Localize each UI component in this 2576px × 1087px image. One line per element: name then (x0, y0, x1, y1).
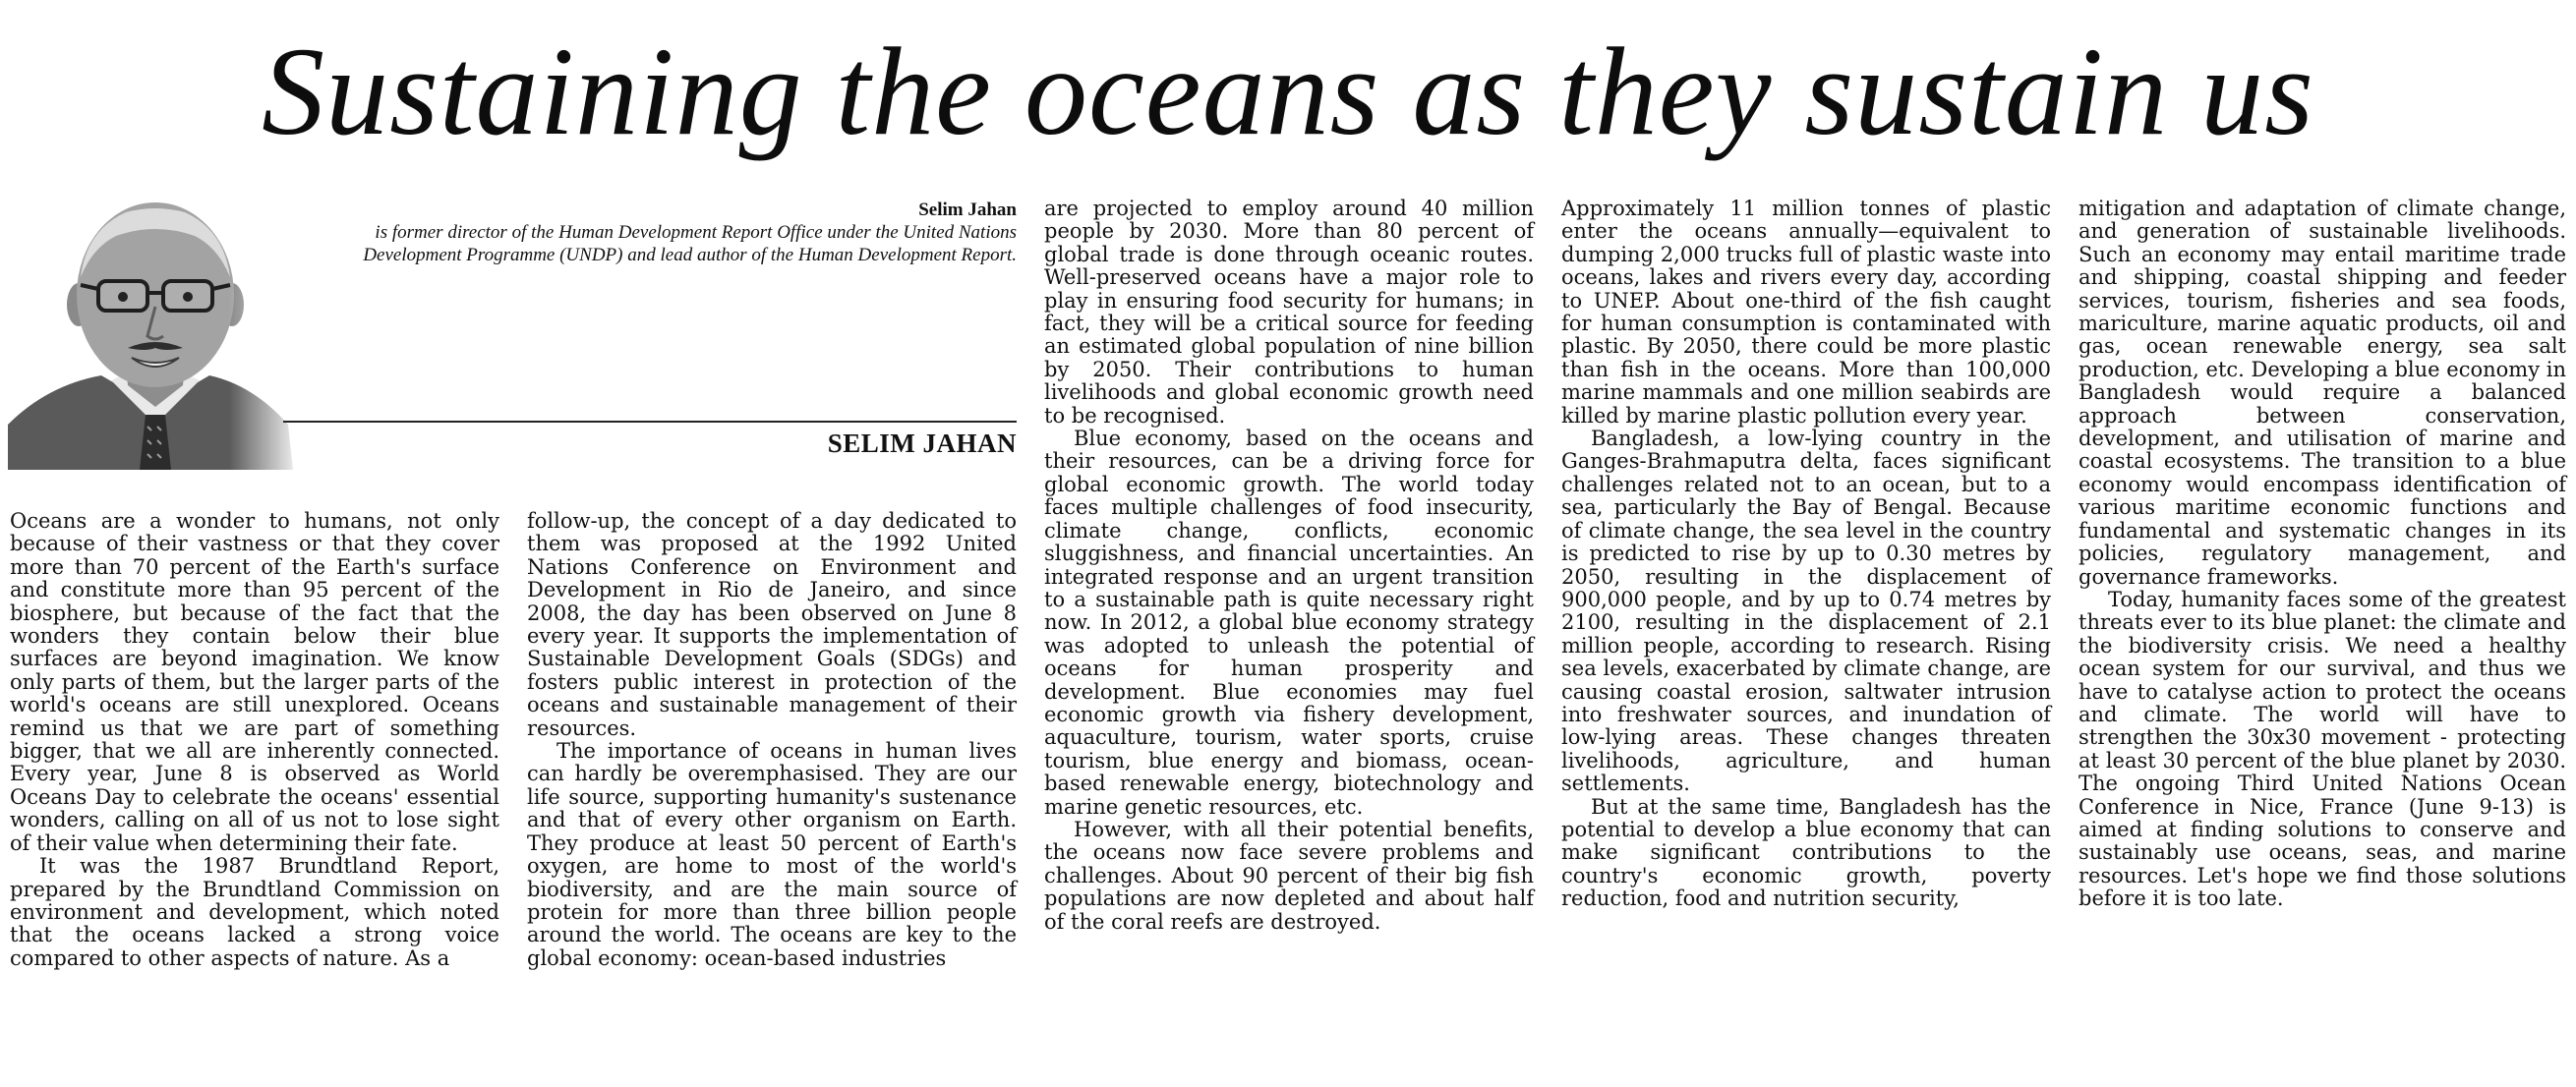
article-column-4 (1561, 198, 2051, 1082)
paragraph: Bangladesh, a low-lying country in the Ganges-Brahmaputra delta, faces significant challenges related not to an ocean, but to a sea, particularly the Bay of Bengal. Because of climate change, the sea level in the country is predicted to rise by up to 0.30 metres by 2050, resulting in the displacement of 900,000 people, and by up to 0.74 metres by 2100, resulting in the displacement of 2.1 million people, according to research. Rising sea levels, exacerbated by climate change, are causing coastal erosion, saltwater intrusion into freshwater sources, and inundation of low-lying areas. These changes threaten livelihoods, agriculture, and human settlements. (1561, 427, 2051, 796)
paragraph: mitigation and adaptation of climate change, and generation of sustainable livelihoods. Such an economy may entail maritime trade and shipping, coastal shipping and feeder services, tourism, fisheries and sea foods, mariculture, marine aquatic products, oil and gas, ocean renewable energy, sea salt production, etc. Developing a blue economy in Bangladesh would require a balanced approach between conservation, development, and utilisation of marine and coastal ecosystems. The transition to a blue economy would encompass identification of various maritime economic functions and fundamental and systematic changes in its policies, regulatory management, and governance frameworks. (2078, 197, 2566, 589)
paragraph: Oceans are a wonder to humans, not only because of their vastness or that they cover more than 70 percent of the Earth's surface and constitute more than 95 percent of the biosphere, but because of the fact that the wonders they contain below their blue surfaces are beyond imagination. We know only parts of them, but the larger parts of the world's oceans are still unexplored. Oceans remind us that we are part of something bigger, that we all are inherently connected. Every year, June 8 is observed as World Oceans Day to celebrate the oceans' essential wonders, calling on all of us not to lose sight of their value when determining their fate. (10, 509, 499, 855)
author-bio: is former director of the Human Development Report Office under the United Nations Development Programme (UNDP) and lead author of the Human Development Report. (363, 222, 1017, 265)
paragraph: However, with all their potential benefits, the oceans now face severe problems and challenges. About 90 percent of their big fish populations are now depleted and about half of the coral reefs are destroyed. (1044, 817, 1534, 934)
paragraph: Blue economy, based on the oceans and their resources, can be a driving force for global economic growth. The world today faces multiple challenges of food insecurity, climate change, conflicts, economic sluggishness, and financial uncertainties. An integrated response and an urgent transition to a sustainable path is quite necessary right now. In 2012, a global blue economy strategy was adopted to unleash the potential of oceans for human prosperity and development. Blue economies may fuel economic growth via fishery development, aquaculture, tourism, water sports, cruise tourism, blue energy and biomass, ocean-based renewable energy, biotechnology and marine genetic resources, etc. (1044, 427, 1534, 819)
paragraph: But at the same time, Bangladesh has the potential to develop a blue economy that can make significant contributions to the country's economic growth, poverty reduction, food and nutrition security, (1561, 794, 2051, 911)
article-column-2 (527, 510, 1017, 1080)
byline-divider (283, 421, 1017, 423)
paragraph: Today, humanity faces some of the greatest threats ever to its blue planet: the climate and the biodiversity crisis. We need a healthy ocean system for our survival, and thus we have to catalyse action to protect the oceans and climate. The world will have to strengthen the 30x30 movement - protecting at least 30 percent of the blue planet by 2030. The ongoing Third United Nations Ocean Conference in Nice, France (June 9-13) is aimed at finding solutions to conserve and sustainably use oceans, seas, and marine resources. Let's hope we find those solutions before it is too late. (2078, 587, 2566, 911)
paragraph: are projected to employ around 40 million people by 2030. More than 80 percent of global trade is done through oceanic routes. Well-preserved oceans have a major role to play in ensuring food security for humans; in fact, they will be a critical source for feeding an estimated global population of nine billion by 2050. Their contributions to human livelihoods and global economic growth need to be recognised. (1044, 197, 1534, 428)
paragraph: follow-up, the concept of a day dedicated to them was proposed at the 1992 United Nations Conference on Environment and Development in Rio de Janeiro, and since 2008, the day has been observed on June 8 every year. It supports the implementation of Sustainable Development Goals (SDGs) and fosters public interest in protection of the oceans and sustainable management of their resources. (527, 509, 1017, 740)
article-column-1 (10, 510, 499, 1080)
author-byline: SELIM JAHAN (827, 429, 1017, 458)
article-column-5 (2078, 198, 2566, 1082)
paragraph: It was the 1987 Brundtland Report, prepared by the Brundtland Commission on environment and development, which noted that the oceans lacked a strong voice compared to other aspects of nature. As a (10, 854, 499, 970)
article-column-3 (1044, 198, 1534, 1082)
paragraph: The importance of oceans in human lives can hardly be overemphasised. They are our life source, supporting humanity's sustenance and that of every other organism on Earth. They produce at least 50 percent of Earth's oxygen, are home to most of the world's biodiversity, and are the main source of protein for more than three billion people around the world. The oceans are key to the global economy: ocean-based industries (527, 739, 1017, 970)
author-info (324, 199, 1017, 266)
paragraph: Approximately 11 million tonnes of plastic enter the oceans annually—equivalent to dumping 2,000 trucks full of plastic waste into oceans, lakes and rivers every day, according to UNEP. About one-third of the fish caught for human consumption is contaminated with plastic. By 2050, there could be more plastic than fish in the oceans. More than 100,000 marine mammals and one million seabirds are killed by marine plastic pollution every year. (1561, 197, 2051, 428)
article-headline: Sustaining the oceans as they sustain us (262, 22, 2314, 161)
author-name: Selim Jahan (918, 200, 1017, 220)
author-portrait (8, 179, 303, 470)
